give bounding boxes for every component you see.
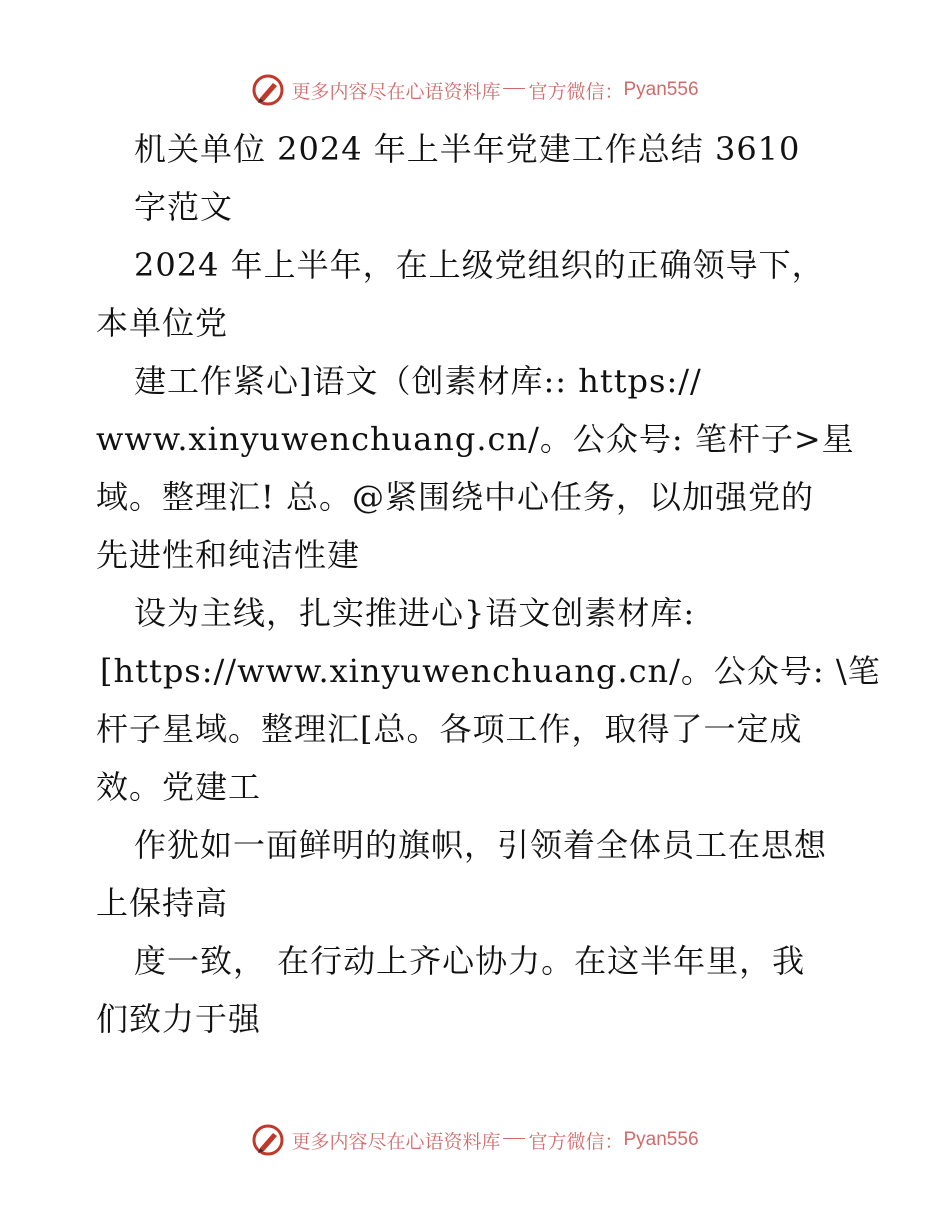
paragraph-line: 域。整理汇! 总。@紧围绕中心任务，以加强党的	[96, 478, 815, 516]
banner-wechat-label: 官方微信：	[528, 1130, 624, 1153]
paragraph-line: 效。党建工	[96, 768, 262, 806]
banner-text: 更多内容尽在心语资料库	[291, 80, 501, 103]
pen-logo-icon	[251, 1123, 285, 1157]
paragraph-line: 设为主线，扎实推进心}语文创素材库:	[134, 594, 696, 632]
banner-divider	[503, 88, 525, 89]
pen-logo-icon	[251, 73, 285, 107]
paragraph-line: 杆子星域。整理汇[总。各项工作，取得了一定成	[96, 710, 803, 748]
banner-text: 更多内容尽在心语资料库	[291, 1130, 501, 1153]
header-banner	[0, 70, 950, 110]
banner-divider	[503, 1138, 525, 1139]
banner-wechat-id: Pyan556	[623, 79, 699, 100]
title-line-2: 字范文	[134, 188, 234, 226]
paragraph-line: 2024 年上半年，在上级党组织的正确领导下，	[134, 246, 825, 284]
paragraph-line: [https://www.xinyuwenchuang.cn/。公众号: \笔	[100, 652, 881, 690]
paragraph-line: 先进性和纯洁性建	[96, 536, 361, 574]
paragraph-line: 建工作紧心]语文（创素材库:: https://	[134, 362, 702, 400]
paragraph-line: www.xinyuwenchuang.cn/。公众号: 笔杆子>星	[96, 420, 855, 458]
banner-wechat-label: 官方微信：	[528, 80, 624, 103]
paragraph-line: 上保持高	[96, 884, 229, 922]
footer-banner	[0, 1120, 950, 1160]
document-body	[96, 120, 881, 1048]
paragraph-line: 作犹如一面鲜明的旗帜，引领着全体员工在思想	[134, 826, 828, 864]
paragraph-line: 本单位党	[96, 304, 229, 342]
title-line-1: 机关单位 2024 年上半年党建工作总结 3610	[134, 130, 801, 168]
paragraph-line: 们致力于强	[96, 1000, 262, 1038]
paragraph-line: 度一致， 在行动上齐心协力。在这半年里，我	[134, 942, 806, 980]
banner-wechat-id: Pyan556	[623, 1129, 699, 1150]
